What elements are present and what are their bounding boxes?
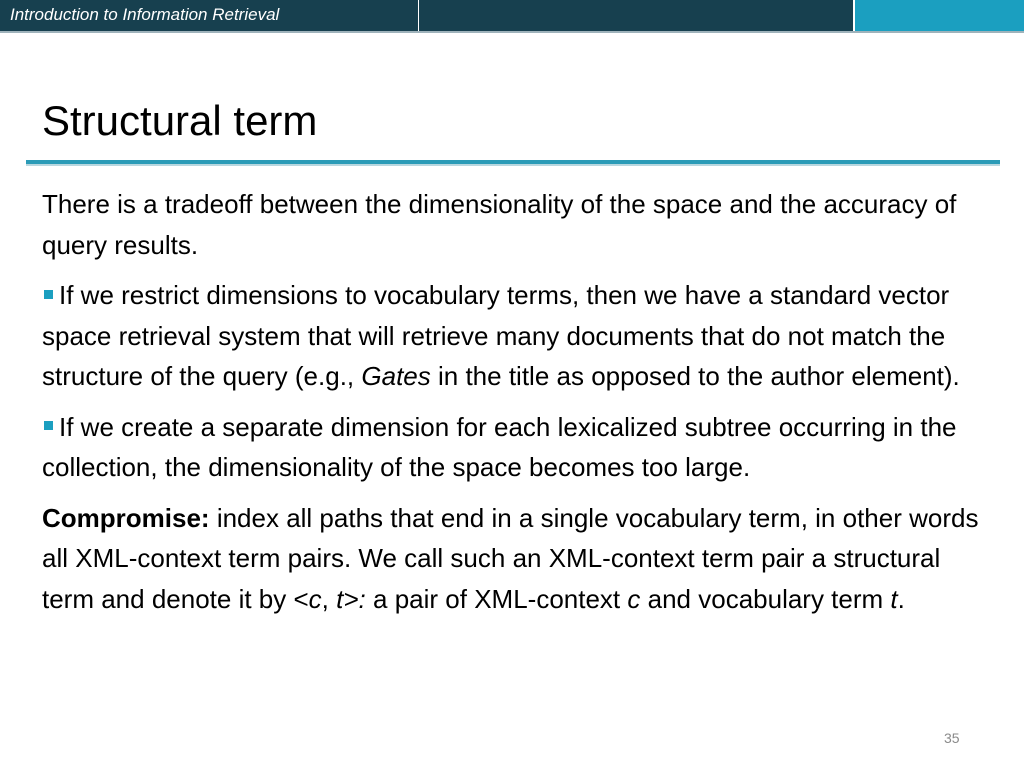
bullet2-text: If we create a separate dimension for each lexicalized subtree occurring in the collection, the dimensionality of the space becomes too large. <box>42 411 957 482</box>
header-band-right <box>855 0 1024 31</box>
bullet-item-2 <box>42 407 982 488</box>
header-underline <box>0 31 1024 33</box>
compromise-paragraph <box>42 498 982 620</box>
bullet1-text-b: in the title as opposed to the author element). <box>438 361 960 391</box>
title-rule-shadow <box>26 164 1000 166</box>
page-number: 35 <box>944 730 960 746</box>
compromise-c2: c <box>627 583 641 614</box>
compromise-end: . <box>897 583 905 614</box>
compromise-text-a: index all paths that end in a single vocabulary term, in other words all XML-context term pairs. We call such an XML-context term pair a structural term and denote it by < <box>42 502 979 614</box>
bullet-item-1 <box>42 275 982 397</box>
header-band-middle <box>419 0 853 31</box>
compromise-text-b: a pair of XML-context <box>373 583 621 614</box>
slide-body <box>42 184 982 629</box>
compromise-t1: t <box>336 583 344 614</box>
compromise-close: >: <box>343 583 366 614</box>
square-bullet-icon <box>44 421 53 430</box>
compromise-t2: t <box>890 583 898 614</box>
slide-title: Structural term <box>42 97 318 144</box>
bullet1-italic-word: Gates <box>361 361 431 391</box>
compromise-text-c: and vocabulary term <box>647 583 884 614</box>
course-title: Introduction to Information Retrieval <box>10 5 280 24</box>
intro-text: There is a tradeoff between the dimensionality of the space and the accuracy of query results. <box>42 189 957 260</box>
bullet1-text-a: If we restrict dimensions to vocabulary terms, then we have a standard vector space retrieval system that will retrieve many documents that do not match the structure of the query (e.g., <box>42 280 950 391</box>
intro-paragraph <box>42 184 982 265</box>
compromise-label: Compromise: <box>42 502 210 533</box>
square-bullet-icon <box>44 290 53 299</box>
compromise-sep: , <box>321 583 329 614</box>
header-bar <box>0 0 1024 33</box>
compromise-c1: c <box>308 583 322 614</box>
